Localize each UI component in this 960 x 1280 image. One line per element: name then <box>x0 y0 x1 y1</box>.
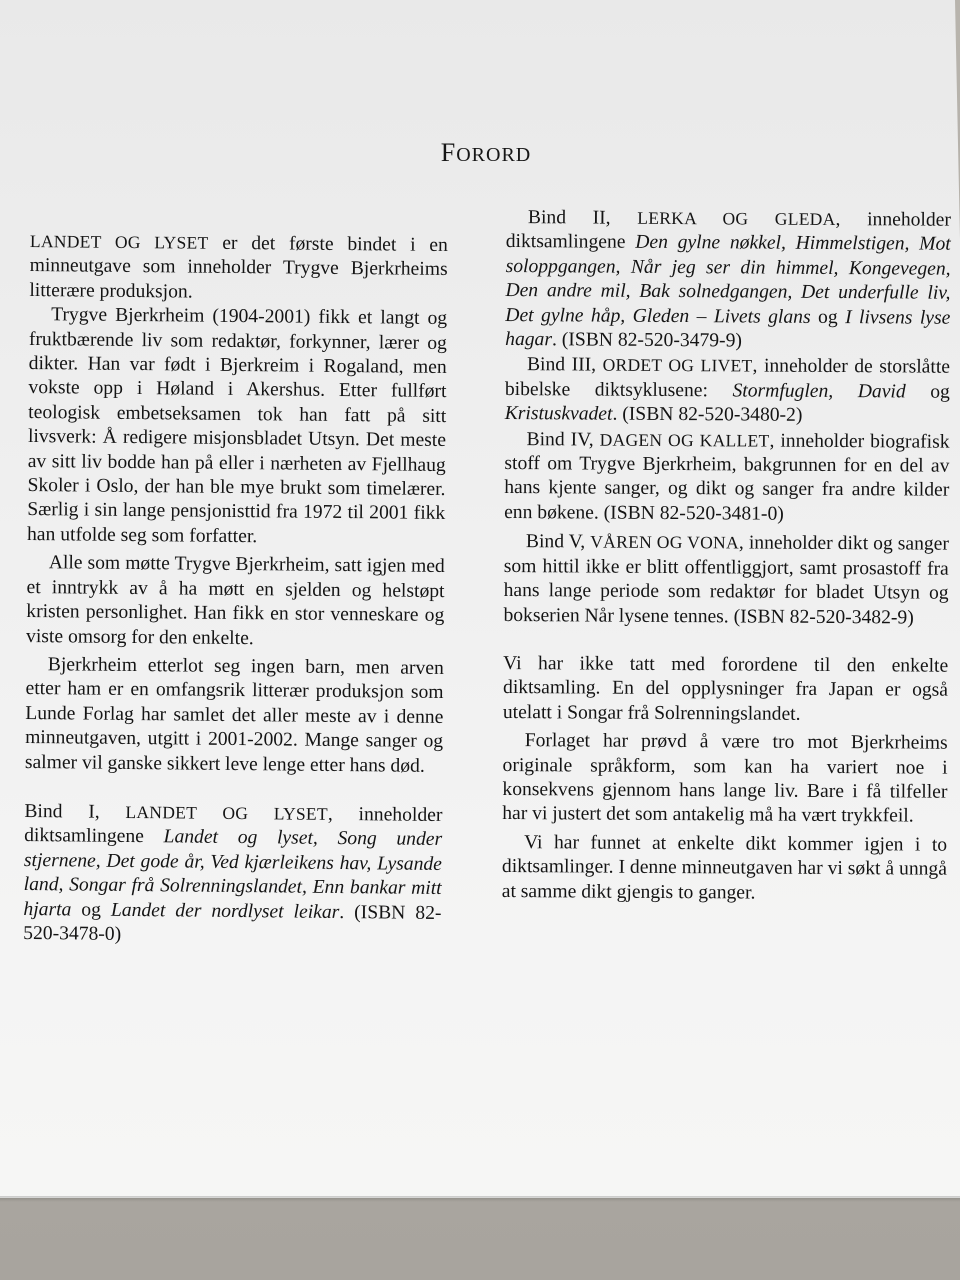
bind-2-paragraph: Bind II, LERKA OG GLEDA, inneholder diktsamlingene Den gylne nøkkel, Himmelstigen, Mot soloppgangen, Når jeg ser din himmel, Kongevegen, Den andre mil, Bak solnedgangen, Det underfulle liv, Det gylne håp, Gleden – Livets glans og I livsens lyse hagar. (ISBN 82-520-3479-9) <box>505 207 951 352</box>
bind-1-paragraph: Bind I, LANDET OG LYSET, inneholder diktsamlingene Landet og lyset, Song under stjernene, Det gode år, Ved kjærleikens hav, Lysande land, Songar frå Solrenningslandet, Enn bankar mitt hjarta og Landet der nordlyset leikar. (ISBN 82-520-3478-0) <box>23 800 443 945</box>
biography-paragraph: Trygve Bjerkrheim (1904-2001) fikk et langt og fruktbærende liv som redaktør, forkynner, lærer og dikter. Han var født i Bjerkreim i Rogaland, men vokste opp i Høland i Akershus. Etter fullført teologisk embetseksamen tok han fatt på sitt livsverk: Å redigere misjonsbladet Utsyn. Det meste av sitt liv bodde han på eller i nærheten av Fjellhaug Skoler i Oslo, der han ble mye brukt som timelærer. Særlig i sin lange pensjonisttid fra 1972 til 2001 fikk han utfolde seg som forfatter. <box>26 304 448 548</box>
omissions-paragraph: Vi har ikke tatt med forordene til den enkelte diktsamling. En del opplysninger fra Japan er også utelatt i Songar frå Solrenningslandet. <box>502 652 949 725</box>
right-text-column <box>502 205 951 907</box>
bind-4-paragraph: Bind IV, DAGEN OG KALLET, inneholder biografisk stoff om Trygve Bjerkrheim, bakgrunnen for en del av hans kjente sanger, og dikt og sanger fra andre kilder enn bøkene. (ISBN 82-520-3481-0) <box>504 428 950 525</box>
bind-5-paragraph: Bind V, VÅREN OG VONA, inneholder dikt og sanger som hittil ikke er blitt offentliggjort, samt prosastoff fra hans lange periode som redaktør for bladet Utsyn og bokserien Når lysene tennes. (ISBN 82-520-3482-9) <box>503 531 950 628</box>
page-edge-shadow <box>0 1196 960 1202</box>
legacy-paragraph: Bjerkrheim etterlot seg ingen barn, men arven etter ham er en omfangsrik litterær produksjon som Lunde Forlag har samlet det aller meste av i denne minneutgaven, utgitt i 2001-2002. Mange sanger og salmer vil ganske sikkert leve lenge etter hans død. <box>24 654 444 777</box>
page-title: FORORD <box>440 138 532 167</box>
duplicates-paragraph: Vi har funnet at enkelte dikt kommer igjen i to diktsamlinger. I denne minneutgaven har vi søkt å unngå at samme dikt gjengis to ganger. <box>501 831 948 904</box>
personality-paragraph: Alle som møtte Trygve Bjerkrheim, satt igjen med et inntrykk av å ha møtt en sjelden og helstøpt kristen personlighet. Han fikk en stor venneskare og viste omsorg for den enkelte. <box>25 552 445 649</box>
left-text-column <box>23 229 448 950</box>
language-paragraph: Forlaget har prøvd å være tro mot Bjerkrheims originale språkform, som kan ha variert noe i konsekvens gjennom hans lange liv. Bare i få tilfeller har vi justert det som antakelig må ha vært trykkfeil. <box>502 730 948 827</box>
bind-3-paragraph: Bind III, ORDET OG LIVET, inneholder de storslåtte bibelske diktsyklusene: Stormfuglen, David og Kristuskvadet. (ISBN 82-520-3480-2) <box>504 354 951 427</box>
intro-paragraph: LANDET OG LYSET er det første bindet i en minneutgave som inneholder Trygve Bjerkrheims litterære produksjon. <box>29 230 448 303</box>
